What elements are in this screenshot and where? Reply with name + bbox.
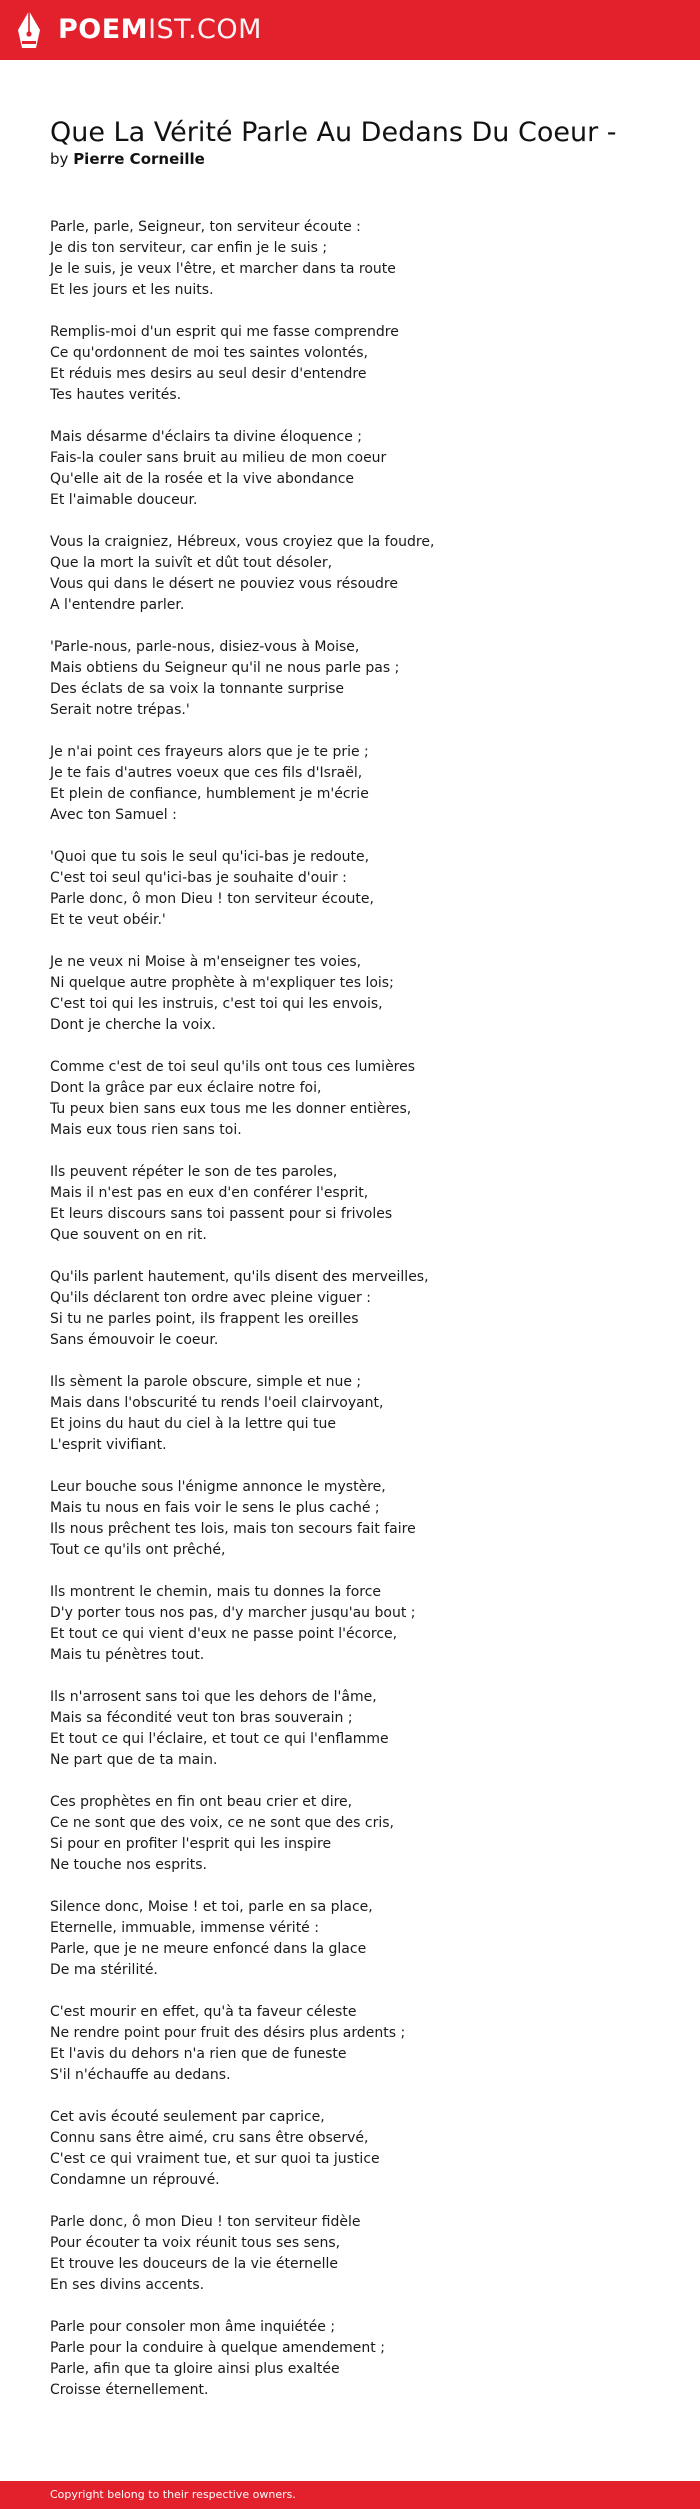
logo-bold-text: POEM (58, 14, 149, 45)
poem-line: Parle, que je ne meure enfoncé dans la glace (50, 1941, 367, 1957)
poem-line: En ses divins accents. (50, 2277, 205, 2293)
poem-line: S'il n'échauffe au dedans. (50, 2067, 231, 2083)
poem-line: Parle, afin que ta gloire ainsi plus exaltée (50, 2361, 340, 2377)
stanza (50, 2002, 670, 2086)
poem-line: Ce qu'ordonnent de moi tes saintes volontés, (50, 345, 368, 361)
stanza (50, 2212, 670, 2296)
poem-line: Ne rendre point pour fruit des désirs plus ardents ; (50, 2025, 406, 2041)
stanza (50, 322, 670, 406)
stanza (50, 742, 670, 826)
poem-line: Cet avis écouté seulement par caprice, (50, 2109, 325, 2125)
poem-line: Et les jours et les nuits. (50, 282, 214, 298)
stanza (50, 1477, 670, 1561)
poem-title: Que La Vérité Parle Au Dedans Du Coeur - (50, 117, 617, 148)
poem-line: 'Quoi que tu sois le seul qu'ici-bas je redoute, (50, 849, 370, 865)
stanza (50, 427, 670, 511)
poem-line: Dont je cherche la voix. (50, 1017, 216, 1033)
poem-line: Mais obtiens du Seigneur qu'il ne nous parle pas ; (50, 660, 400, 676)
poem-line: Leur bouche sous l'énigme annonce le mystère, (50, 1479, 386, 1495)
poem-line: Ce ne sont que des voix, ce ne sont que des cris, (50, 1815, 394, 1831)
author-name: Pierre Corneille (73, 150, 205, 168)
poem-line: Dont la grâce par eux éclaire notre foi, (50, 1080, 322, 1096)
poem-line: Qu'elle ait de la rosée et la vive abondance (50, 471, 355, 487)
poem-line: Avec ton Samuel : (50, 807, 177, 823)
poem-line: Comme c'est de toi seul qu'ils ont tous ces lumières (50, 1059, 416, 1075)
poem-line: A l'entendre parler. (50, 597, 185, 613)
poem-line: Je te fais d'autres voeux que ces fils d'Israël, (50, 765, 363, 781)
poem-line: Mais désarme d'éclairs ta divine éloquence ; (50, 429, 362, 445)
poem-line: Et leurs discours sans toi passent pour si frivoles (50, 1206, 393, 1222)
poem-line: Je ne veux ni Moise à m'enseigner tes voies, (50, 954, 362, 970)
poem-line: Tout ce qu'ils ont prêché, (50, 1542, 226, 1558)
poem-line: Mais sa fécondité veut ton bras souverain ; (50, 1710, 353, 1726)
poem-line: Pour écouter ta voix réunit tous ses sens, (50, 2235, 341, 2251)
poem-line: Et te veut obéir.' (50, 912, 166, 928)
poem-line: C'est toi seul qu'ici-bas je souhaite d'ouir : (50, 870, 347, 886)
poem-line: Qu'ils déclarent ton ordre avec pleine viguer : (50, 1290, 371, 1306)
poem-line: Parle donc, ô mon Dieu ! ton serviteur fidèle (50, 2214, 361, 2230)
poem-line: Et l'aimable douceur. (50, 492, 198, 508)
poem-line: Des éclats de sa voix la tonnante surprise (50, 681, 344, 697)
poem-line: Condamne un réprouvé. (50, 2172, 220, 2188)
poem-line: C'est toi qui les instruis, c'est toi qui les envois, (50, 996, 383, 1012)
poem-line: Ils peuvent répéter le son de tes paroles, (50, 1164, 338, 1180)
poem-line: Fais-la couler sans bruit au milieu de mon coeur (50, 450, 387, 466)
stanza (50, 2317, 670, 2401)
poem-line: Je le suis, je veux l'être, et marcher dans ta route (50, 261, 396, 277)
poem-line: Remplis-moi d'un esprit qui me fasse comprendre (50, 324, 399, 340)
poem-line: Et réduis mes desirs au seul desir d'entendre (50, 366, 367, 382)
poem-line: Ils sèment la parole obscure, simple et nue ; (50, 1374, 362, 1390)
stanza (50, 1897, 670, 1981)
poem-line: Si pour en profiter l'esprit qui les inspire (50, 1836, 332, 1852)
poem-line: Que la mort la suivît et dût tout désoler, (50, 555, 333, 571)
logo-light-text: IST.COM (148, 14, 262, 45)
poem-line: Tes hautes verités. (50, 387, 182, 403)
site-header (0, 0, 700, 60)
poem-line: Mais dans l'obscurité tu rends l'oeil clairvoyant, (50, 1395, 384, 1411)
poem-line: D'y porter tous nos pas, d'y marcher jusqu'au bout ; (50, 1605, 416, 1621)
poem-line: Mais il n'est pas en eux d'en conférer l'esprit, (50, 1185, 369, 1201)
stanza (50, 217, 670, 301)
poem-line: Ils nous prêchent tes lois, mais ton secours fait faire (50, 1521, 416, 1537)
poem-line: Parle pour consoler mon âme inquiétée ; (50, 2319, 336, 2335)
stanza (50, 952, 670, 1036)
site-footer (0, 2481, 700, 2509)
poem-line: Et joins du haut du ciel à la lettre qui tue (50, 1416, 336, 1432)
poem-line: Ces prophètes en fin ont beau crier et dire, (50, 1794, 353, 1810)
poem-line: C'est mourir en effet, qu'à ta faveur céleste (50, 2004, 357, 2020)
poem-line: Vous qui dans le désert ne pouviez vous résoudre (50, 576, 398, 592)
copyright-text: Copyright belong to their respective owners. (50, 2488, 296, 2501)
poem-line: Silence donc, Moise ! et toi, parle en sa place, (50, 1899, 373, 1915)
poem-line: Qu'ils parlent hautement, qu'ils disent des merveilles, (50, 1269, 429, 1285)
poem-line: Croisse éternellement. (50, 2382, 209, 2398)
poem-line: Parle, parle, Seigneur, ton serviteur écoute : (50, 219, 361, 235)
stanza (50, 532, 670, 616)
poem-line: Mais eux tous rien sans toi. (50, 1122, 242, 1138)
stanza (50, 1372, 670, 1456)
poem-line: Et tout ce qui l'éclaire, et tout ce qui l'enflamme (50, 1731, 389, 1747)
poem-line: L'esprit vivifiant. (50, 1437, 167, 1453)
poem-line: Et l'avis du dehors n'a rien que de funeste (50, 2046, 347, 2062)
stanza (50, 1582, 670, 1666)
stanza (50, 1057, 670, 1141)
poem-line: Eternelle, immuable, immense vérité : (50, 1920, 319, 1936)
stanza (50, 2107, 670, 2191)
poem-line: Sans émouvoir le coeur. (50, 1332, 219, 1348)
poem-line: Mais tu nous en fais voir le sens le plus caché ; (50, 1500, 380, 1516)
poem-line: Et trouve les douceurs de la vie éternelle (50, 2256, 338, 2272)
poem-line: Parle pour la conduire à quelque amendement ; (50, 2340, 385, 2356)
poem-line: Ils n'arrosent sans toi que les dehors de l'âme, (50, 1689, 377, 1705)
poem-line: Connu sans être aimé, cru sans être observé, (50, 2130, 369, 2146)
poem-body (50, 217, 670, 2422)
stanza (50, 1267, 670, 1351)
byline (50, 149, 205, 169)
poem-line: Et tout ce qui vient d'eux ne passe point l'écorce, (50, 1626, 398, 1642)
poem-line: Vous la craigniez, Hébreux, vous croyiez que la foudre, (50, 534, 435, 550)
poem-line: Je dis ton serviteur, car enfin je le suis ; (50, 240, 328, 256)
stanza (50, 1792, 670, 1876)
poem-line: C'est ce qui vraiment tue, et sur quoi ta justice (50, 2151, 380, 2167)
poem-line: De ma stérilité. (50, 1962, 158, 1978)
poem-line: Mais tu pénètres tout. (50, 1647, 205, 1663)
by-prefix: by (50, 150, 69, 168)
poem-line: Ni quelque autre prophète à m'expliquer tes lois; (50, 975, 394, 991)
stanza (50, 1687, 670, 1771)
poem-line: Parle donc, ô mon Dieu ! ton serviteur écoute, (50, 891, 374, 907)
pen-nib-icon[interactable] (16, 10, 42, 50)
poem-line: Tu peux bien sans eux tous me les donner entières, (50, 1101, 412, 1117)
poem-line: Que souvent on en rit. (50, 1227, 207, 1243)
poem-line: Je n'ai point ces frayeurs alors que je te prie ; (50, 744, 369, 760)
poem-line: Ne part que de ta main. (50, 1752, 218, 1768)
stanza (50, 847, 670, 931)
poem-line: Serait notre trépas.' (50, 702, 190, 718)
poem-line: Ne touche nos esprits. (50, 1857, 207, 1873)
stanza (50, 637, 670, 721)
site-logo[interactable] (58, 14, 262, 46)
poem-line: Et plein de confiance, humblement je m'écrie (50, 786, 369, 802)
stanza (50, 1162, 670, 1246)
poem-line: Ils montrent le chemin, mais tu donnes la force (50, 1584, 382, 1600)
poem-line: Si tu ne parles point, ils frappent les oreilles (50, 1311, 359, 1327)
poem-line: 'Parle-nous, parle-nous, disiez-vous à Moise, (50, 639, 360, 655)
